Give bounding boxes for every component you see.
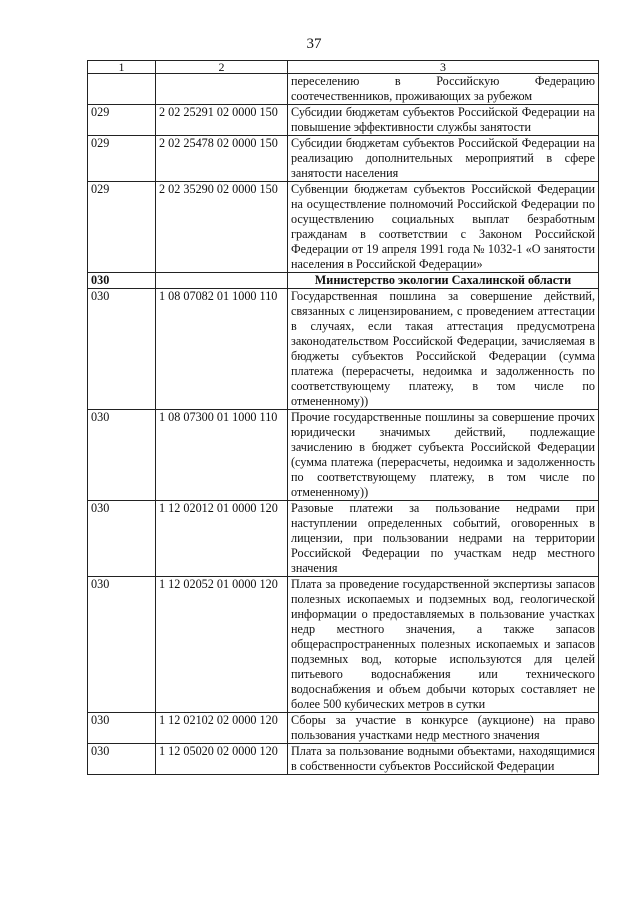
column-header-1: 1 (88, 61, 156, 74)
admin-code-cell: 030 (88, 289, 156, 410)
admin-code-cell: 030 (88, 744, 156, 775)
budget-code-cell: 1 08 07082 01 1000 110 (156, 289, 288, 410)
description-cell: переселению в Российскую Федерацию соотечественников, проживающих за рубежом (288, 74, 599, 105)
description-cell: Субсидии бюджетам субъектов Российской Федерации на реализацию дополнительных мероприятий в сфере занятости населения (288, 136, 599, 182)
budget-code-cell: 1 12 02102 02 0000 120 (156, 713, 288, 744)
admin-code-cell: 030 (88, 713, 156, 744)
budget-code-cell: 2 02 35290 02 0000 150 (156, 182, 288, 273)
ministry-header-row (88, 273, 599, 289)
column-header-2: 2 (156, 61, 288, 74)
column-header-3: 3 (288, 61, 599, 74)
table-row (88, 713, 599, 744)
budget-code-cell (156, 74, 288, 105)
budget-code-cell: 1 12 05020 02 0000 120 (156, 744, 288, 775)
description-cell: Сборы за участие в конкурсе (аукционе) на право пользования участками недр местного значения (288, 713, 599, 744)
table-row (88, 74, 599, 105)
admin-code-cell: 029 (88, 182, 156, 273)
description-cell: Прочие государственные пошлины за совершение прочих юридически значимых действий, подлежащие зачислению в бюджет субъекта Российской Федерации (сумма платежа (перерасчеты, недоимка и задолженность по соответствующему платежу, в том числе по отмененному)) (288, 410, 599, 501)
table-row (88, 577, 599, 713)
description-cell: Разовые платежи за пользование недрами при наступлении определенных событий, оговоренных в лицензии, при пользовании недрами на территории Российской Федерации по участкам недр местного значения (288, 501, 599, 577)
admin-code-cell: 030 (88, 273, 156, 289)
description-cell: Министерство экологии Сахалинской области (288, 273, 599, 289)
admin-code-cell (88, 74, 156, 105)
budget-code-cell: 1 12 02012 01 0000 120 (156, 501, 288, 577)
page-number: 37 (306, 36, 322, 52)
budget-code-cell: 1 12 02052 01 0000 120 (156, 577, 288, 713)
admin-code-cell: 030 (88, 577, 156, 713)
description-cell: Плата за пользование водными объектами, находящимися в собственности субъектов Российской Федерации (288, 744, 599, 775)
table-row (88, 136, 599, 182)
table-row (88, 501, 599, 577)
description-cell: Субсидии бюджетам субъектов Российской Федерации на повышение эффективности службы занятости (288, 105, 599, 136)
description-cell: Государственная пошлина за совершение действий, связанных с лицензированием, с проведением аттестации в случаях, если такая аттестация предусмотрена законодательством Российской Федерации, зачисляемая в бюджеты субъектов Российской Федерации (сумма платежа (перерасчеты, недоимка и задолженность по соответствующему платежу, в том числе по отмененному)) (288, 289, 599, 410)
table-row (88, 182, 599, 273)
budget-code-cell: 1 08 07300 01 1000 110 (156, 410, 288, 501)
table-row (88, 744, 599, 775)
admin-code-cell: 029 (88, 105, 156, 136)
table-row (88, 289, 599, 410)
budget-code-cell: 2 02 25478 02 0000 150 (156, 136, 288, 182)
budget-codes-table (87, 60, 599, 775)
budget-code-cell (156, 273, 288, 289)
admin-code-cell: 029 (88, 136, 156, 182)
admin-code-cell: 030 (88, 410, 156, 501)
table-row (88, 410, 599, 501)
budget-code-cell: 2 02 25291 02 0000 150 (156, 105, 288, 136)
description-cell: Субвенции бюджетам субъектов Российской Федерации на осуществление полномочий Российской Федерации по осуществлению социальных выплат безработным гражданам в соответствии с Законом Российской Федерации от 19 апреля 1991 года № 1032-1 «О занятости населения в Российской Федерации» (288, 182, 599, 273)
description-cell: Плата за проведение государственной экспертизы запасов полезных ископаемых и подземных вод, геологической информации о предоставляемых в пользование участках недр местного значения, а также запасов общераспространенных полезных ископаемых и запасов подземных вод, которые используются для целей питьевого водоснабжения или технического водоснабжения и объем добычи которых составляет не более 500 кубических метров в сутки (288, 577, 599, 713)
table-header-row (88, 61, 599, 74)
table-row (88, 105, 599, 136)
admin-code-cell: 030 (88, 501, 156, 577)
